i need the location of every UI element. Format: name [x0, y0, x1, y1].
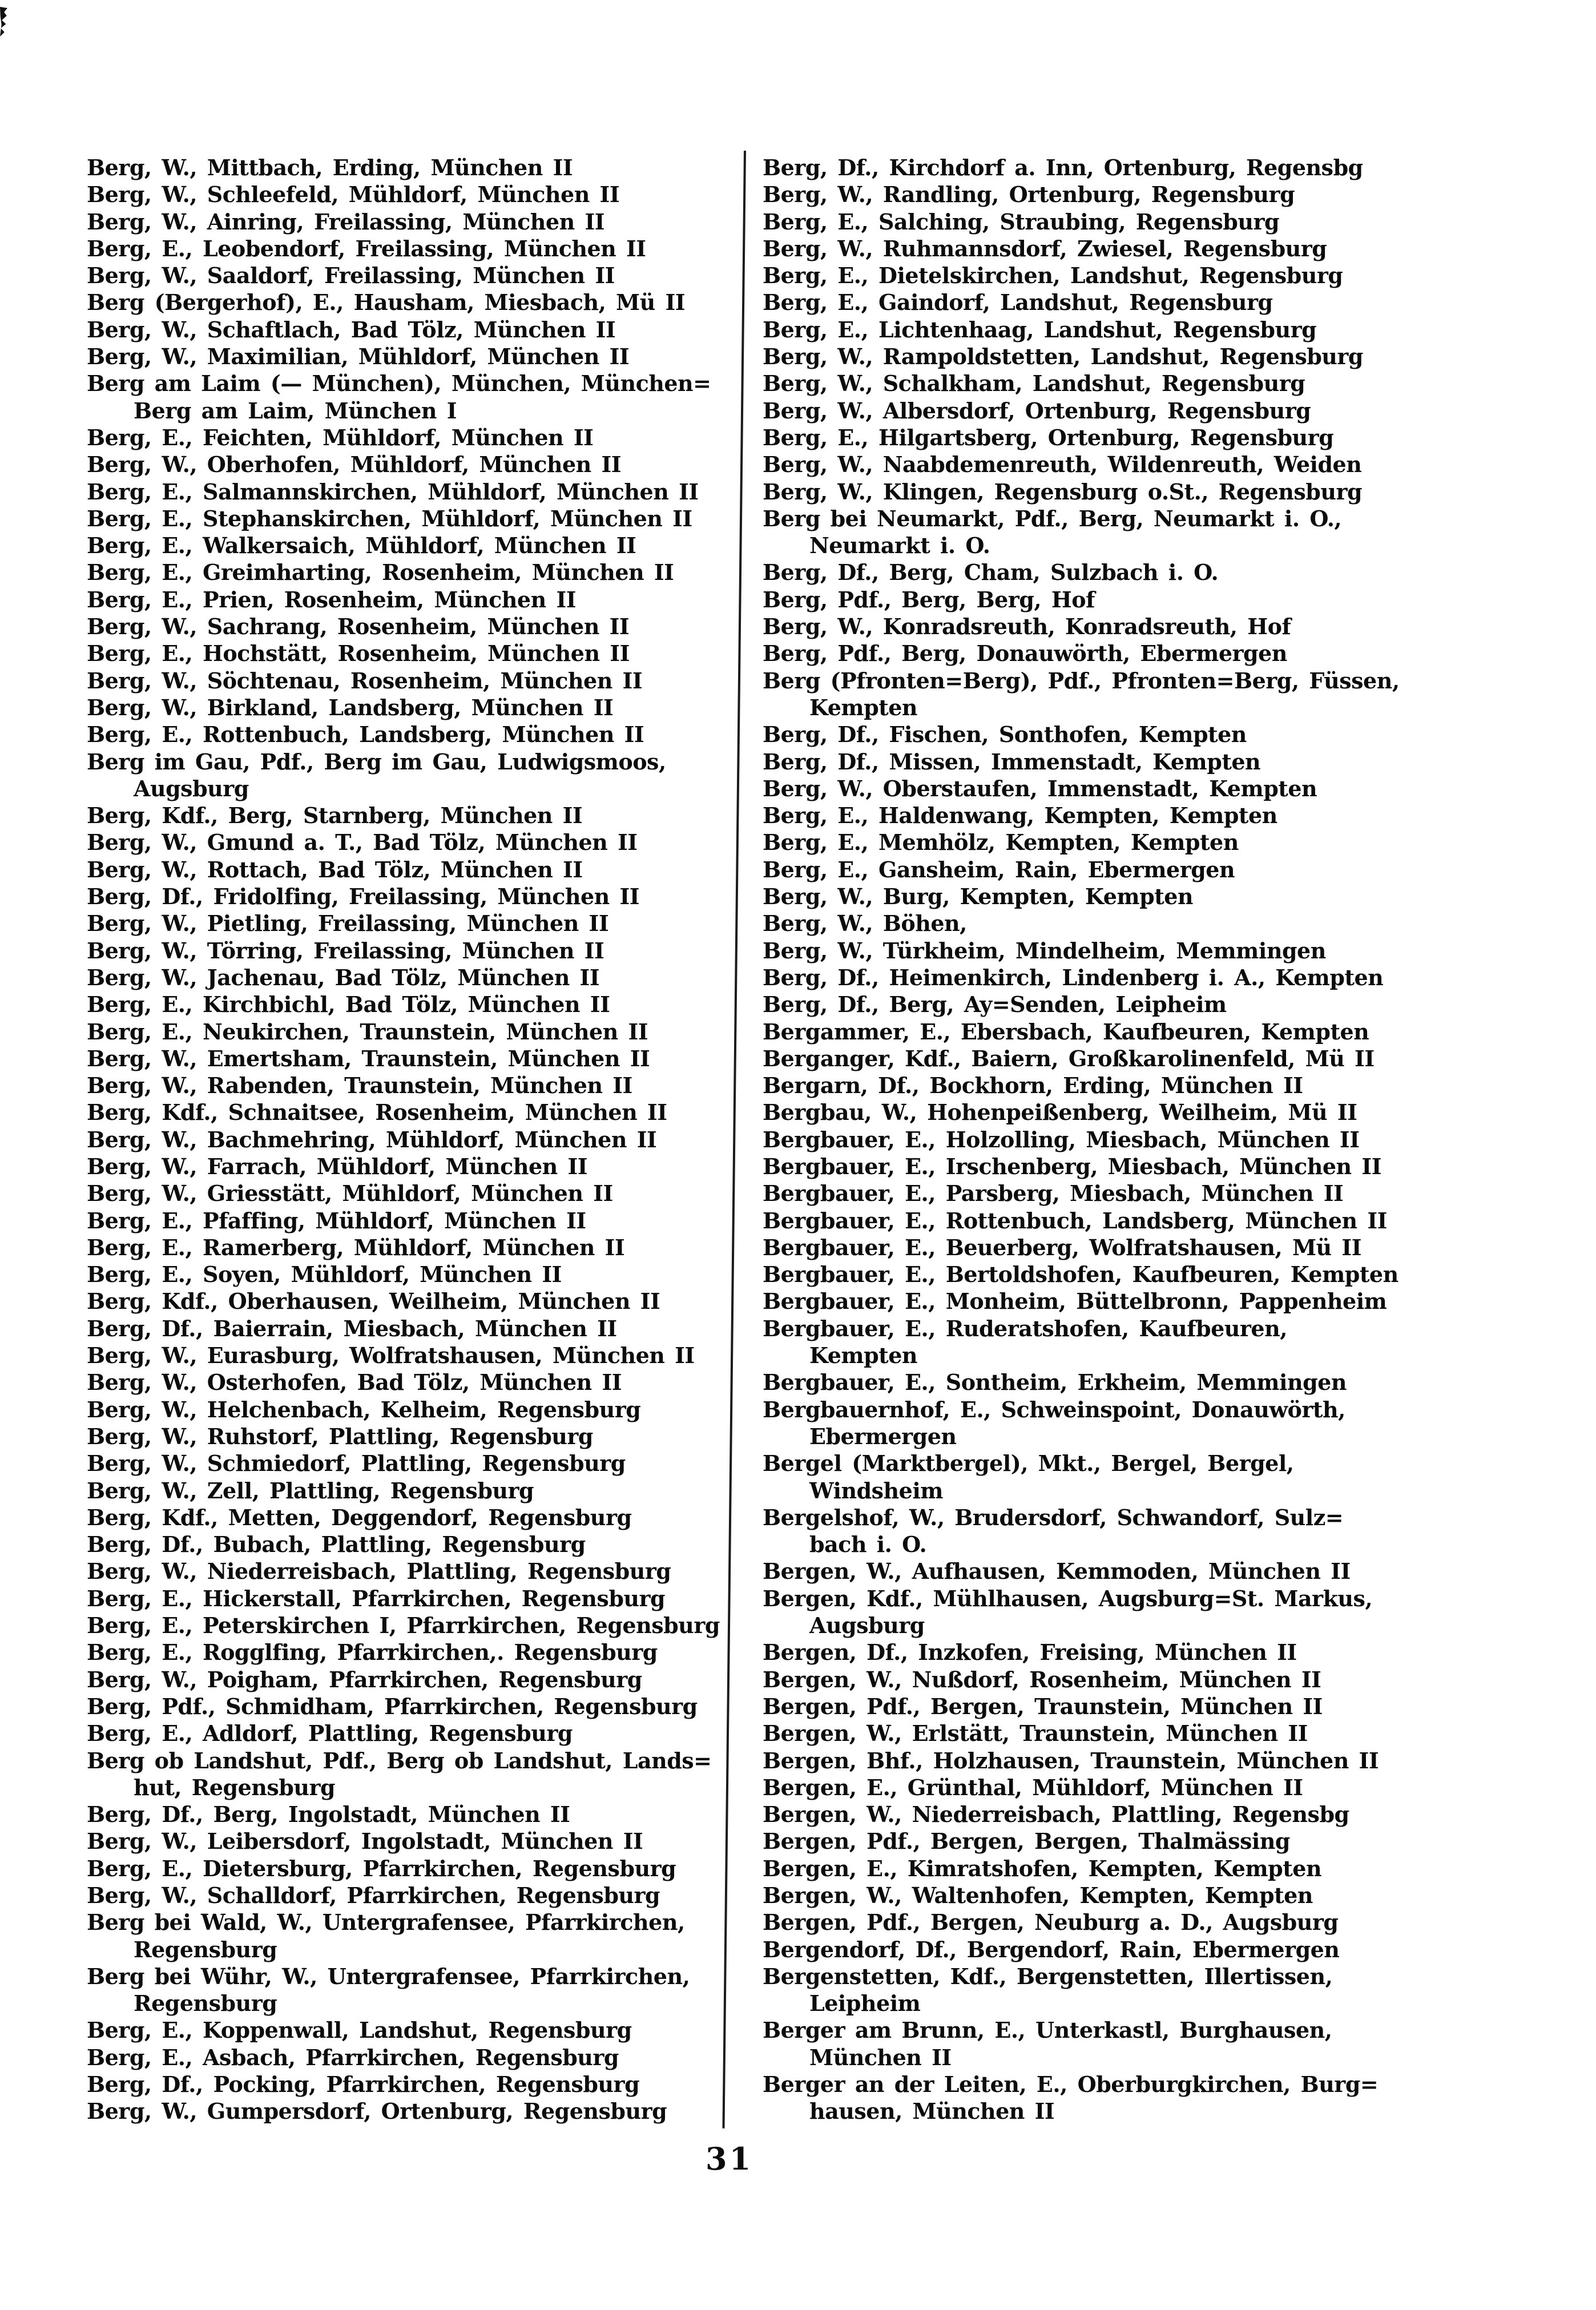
entry-line: Berg, Kdf., Metten, Deggendorf, Regensburg — [87, 1504, 632, 1530]
entry-line: Berg, E., Stephanskirchen, Mühldorf, München II — [87, 505, 692, 531]
entry-line: Berg, W., Oberhofen, Mühldorf, München II — [87, 451, 622, 478]
entry-line: Berg bei Neumarkt, Pdf., Berg, Neumarkt i. O., — [763, 505, 1342, 531]
entry-line: Bergel (Marktbergel), Mkt., Bergel, Bergel, — [763, 1450, 1294, 1477]
entry-line: Berg, E., Gaindorf, Landshut, Regensburg — [763, 289, 1273, 316]
entry-line: Berg, Df., Berg, Ingolstadt, München II — [87, 1801, 570, 1828]
entry-line: Berg, W., Rottach, Bad Tölz, München II — [87, 856, 583, 882]
entry-line: Berg, W., Oberstaufen, Immenstadt, Kempten — [763, 775, 1317, 801]
entry-continuation-line: Leipheim — [809, 1990, 921, 2017]
entry-line: Berg, Df., Bubach, Plattling, Regensburg — [87, 1531, 586, 1558]
entry-line: Berg, E., Hochstätt, Rosenheim, München II — [87, 640, 630, 667]
entry-line: Berg, W., Mittbach, Erding, München II — [87, 155, 573, 180]
entry-continuation-line: Augsburg — [809, 1612, 925, 1639]
entry-line: Berg, E., Ramerberg, Mühldorf, München II — [87, 1234, 625, 1260]
entry-line: Berg ob Landshut, Pdf., Berg ob Landshut, Lands= — [87, 1747, 712, 1773]
entry-line: Berg, E., Leobendorf, Freilassing, München II — [87, 235, 646, 261]
entry-continuation-line: Ebermergen — [809, 1423, 957, 1449]
entry-line: Berg, Df., Berg, Cham, Sulzbach i. O. — [763, 559, 1219, 586]
entry-line: Berg, W., Emertsham, Traunstein, München II — [87, 1045, 650, 1071]
entry-line: Berg, Df., Berg, Ay=Senden, Leipheim — [763, 991, 1227, 1018]
entry-line: Berg, E., Asbach, Pfarrkirchen, Regensburg — [87, 2044, 619, 2070]
entry-line: Berg, E., Kirchbichl, Bad Tölz, München II — [87, 991, 610, 1018]
entry-line: Berg, E., Dietersburg, Pfarrkirchen, Regensburg — [87, 1855, 676, 1881]
entry-line: Berg, W., Schalldorf, Pfarrkirchen, Regensburg — [87, 1882, 660, 1908]
entry-line: Berg, Pdf., Schmidham, Pfarrkirchen, Regensburg — [87, 1693, 698, 1719]
entry-line: Bergbauer, E., Holzolling, Miesbach, München II — [763, 1126, 1360, 1152]
entry-line: Bergen, Pdf., Bergen, Neuburg a. D., Augsburg — [763, 1909, 1339, 1936]
entry-line: Berg, E., Rottenbuch, Landsberg, München II — [87, 721, 644, 748]
entry-line: Berg, W., Birkland, Landsberg, München II — [87, 694, 614, 720]
entry-line: Berg, E., Salmannskirchen, Mühldorf, München II — [87, 478, 699, 505]
entry-line: Berg, W., Naabdemenreuth, Wildenreuth, Weiden — [763, 451, 1362, 478]
entry-line: Berg, W., Schmiedorf, Plattling, Regensburg — [87, 1450, 626, 1477]
entry-line: Berg, W., Konradsreuth, Konradsreuth, Hof — [763, 614, 1291, 640]
entry-line: Bergbauer, E., Parsberg, Miesbach, München II — [763, 1180, 1344, 1207]
entry-line: Berg, E., Greimharting, Rosenheim, München II — [87, 559, 674, 586]
entry-line: Berg, E., Prien, Rosenheim, München II — [87, 586, 576, 612]
entry-line: Berganger, Kdf., Baiern, Großkarolinenfeld, Mü II — [763, 1045, 1375, 1071]
scan-ink-artifact — [0, 7, 7, 37]
entry-line: Berg, E., Adldorf, Plattling, Regensburg — [87, 1720, 573, 1747]
entry-line: Bergen, Bhf., Holzhausen, Traunstein, München II — [763, 1747, 1379, 1773]
entry-line: Berg, W., Maximilian, Mühldorf, München II — [87, 344, 630, 370]
entry-line: Berg, E., Pfaffing, Mühldorf, München II — [87, 1207, 586, 1233]
entry-line: Berg, W., Schaftlach, Bad Tölz, München II — [87, 316, 616, 342]
entry-line: Berg, W., Griesstätt, Mühldorf, München II — [87, 1180, 613, 1207]
entry-continuation-line: Regensburg — [134, 1936, 277, 1962]
entry-line: Berg, Kdf., Berg, Starnberg, München II — [87, 803, 583, 829]
entry-line: Berg, E., Rogglfing, Pfarrkirchen,. Regensburg — [87, 1639, 658, 1666]
entry-line: Berg, E., Peterskirchen I, Pfarrkirchen, Regensburg — [87, 1612, 720, 1639]
entry-line: Berg, W., Zell, Plattling, Regensburg — [87, 1477, 534, 1503]
entry-line: Berg bei Wald, W., Untergrafensee, Pfarrkirchen, — [87, 1909, 685, 1936]
entry-line: Berg, W., Ainring, Freilassing, München II — [87, 208, 605, 235]
entry-line: Berg, E., Hickerstall, Pfarrkirchen, Regensburg — [87, 1585, 666, 1611]
entry-line: Bergbauer, E., Irschenberg, Miesbach, München II — [763, 1153, 1381, 1179]
entry-line: Bergenstetten, Kdf., Bergenstetten, Illertissen, — [763, 1963, 1333, 1989]
entry-line: Berg, W., Schleefeld, Mühldorf, München II — [87, 182, 620, 208]
entry-line: Berg, W., Albersdorf, Ortenburg, Regensburg — [763, 397, 1311, 424]
entry-line: Berg, E., Neukirchen, Traunstein, München II — [87, 1018, 648, 1045]
entry-line: Berg, E., Gansheim, Rain, Ebermergen — [763, 856, 1235, 882]
entry-line: Berg, W., Sachrang, Rosenheim, München II — [87, 614, 630, 640]
entry-continuation-line: Windsheim — [809, 1477, 943, 1503]
entry-line: Berg, W., Jachenau, Bad Tölz, München II — [87, 964, 600, 990]
entry-line: Berg, W., Helchenbach, Kelheim, Regensburg — [87, 1396, 641, 1422]
entry-line: Bergen, W., Nußdorf, Rosenheim, München II — [763, 1666, 1321, 1692]
entry-line: Berg, E., Lichtenhaag, Landshut, Regensburg — [763, 316, 1317, 342]
entry-continuation-line: München II — [809, 2044, 952, 2070]
entry-line: Bergbauer, E., Ruderatshofen, Kaufbeuren, — [763, 1315, 1287, 1341]
entry-continuation-line: Kempten — [809, 1343, 918, 1369]
entry-line: Berg, Df., Baierrain, Miesbach, München II — [87, 1315, 617, 1341]
entry-line: Berg, W., Poigham, Pfarrkirchen, Regensburg — [87, 1666, 642, 1692]
entry-line: Berg, W., Saaldorf, Freilassing, München II — [87, 263, 615, 289]
left-text-column — [87, 154, 743, 2125]
entry-line: Bergen, E., Grünthal, Mühldorf, München II — [763, 1774, 1303, 1800]
entry-line: Berg, E., Haldenwang, Kempten, Kempten — [763, 803, 1277, 829]
entry-line: Berg, Kdf., Oberhausen, Weilheim, München II — [87, 1288, 660, 1315]
entry-line: Bergen, W., Aufhausen, Kemmoden, München II — [763, 1558, 1351, 1585]
entry-line: Bergelshof, W., Brudersdorf, Schwandorf, Sulz= — [763, 1504, 1344, 1530]
entry-line: Bergen, Kdf., Mühlhausen, Augsburg=St. Markus, — [763, 1585, 1373, 1611]
entry-line: Berg, E., Hilgartsberg, Ortenburg, Regensburg — [763, 424, 1334, 450]
entry-line: Berg, W., Gmund a. T., Bad Tölz, München II — [87, 829, 638, 856]
entry-line: Berg, Pdf., Berg, Donauwörth, Ebermergen — [763, 640, 1287, 667]
entry-line: Berg, Df., Fischen, Sonthofen, Kempten — [763, 721, 1247, 748]
entry-line: Bergen, Pdf., Bergen, Traunstein, München II — [763, 1693, 1323, 1719]
entry-line: Bergbau, W., Hohenpeißenberg, Weilheim, Mü II — [763, 1099, 1357, 1126]
entry-line: Berg, Df., Heimenkirch, Lindenberg i. A., Kempten — [763, 964, 1384, 990]
entry-line: Bergbauer, E., Sontheim, Erkheim, Memmingen — [763, 1369, 1347, 1396]
entry-line: Bergbauer, E., Rottenbuch, Landsberg, München II — [763, 1207, 1387, 1233]
entry-line: Berg, W., Randling, Ortenburg, Regensburg — [763, 182, 1295, 208]
entry-line: Berg, W., Türkheim, Mindelheim, Memmingen — [763, 937, 1326, 963]
entry-line: Berg bei Wühr, W., Untergrafensee, Pfarrkirchen, — [87, 1963, 690, 1989]
entry-line: Berg (Bergerhof), E., Hausham, Miesbach, Mü II — [87, 289, 686, 316]
entry-line: Bergbauer, E., Monheim, Büttelbronn, Pappenheim — [763, 1288, 1387, 1315]
entry-line: Berg, W., Böhen, — [763, 910, 967, 937]
entry-line: Bergen, W., Niederreisbach, Plattling, Regensbg — [763, 1801, 1349, 1828]
entry-line: Berg, W., Klingen, Regensburg o.St., Regensburg — [763, 478, 1363, 505]
entry-line: Berg (Pfronten=Berg), Pdf., Pfronten=Berg, Füssen, — [763, 667, 1400, 694]
entry-line: Berg, W., Leibersdorf, Ingolstadt, München II — [87, 1828, 643, 1855]
entry-line: Berg, W., Niederreisbach, Plattling, Regensburg — [87, 1558, 671, 1585]
entry-continuation-line: hut, Regensburg — [134, 1774, 336, 1800]
entry-line: Bergarn, Df., Bockhorn, Erding, München II — [763, 1073, 1303, 1099]
entry-line: Berg, W., Gumpersdorf, Ortenburg, Regensburg — [87, 2098, 667, 2124]
entry-continuation-line: Augsburg — [134, 775, 249, 801]
entry-line: Berg, Df., Kirchdorf a. Inn, Ortenburg, Regensbg — [763, 155, 1363, 180]
entry-line: Bergbauer, E., Beuerberg, Wolfratshausen, Mü II — [763, 1234, 1361, 1260]
entry-line: Bergbauer, E., Bertoldshofen, Kaufbeuren, Kempten — [763, 1261, 1398, 1288]
entry-line: Berg, Df., Fridolfing, Freilassing, München II — [87, 884, 640, 910]
entry-continuation-line: bach i. O. — [809, 1531, 927, 1558]
entry-line: Bergen, W., Waltenhofen, Kempten, Kempten — [763, 1882, 1313, 1908]
entry-line: Berg, E., Dietelskirchen, Landshut, Regensburg — [763, 263, 1343, 289]
entry-line: Berg, W., Ruhmannsdorf, Zwiesel, Regensburg — [763, 235, 1327, 261]
entry-line: Berg, W., Rampoldstetten, Landshut, Regensburg — [763, 344, 1364, 370]
entry-line: Berg, E., Walkersaich, Mühldorf, München II — [87, 533, 636, 559]
entry-line: Berg, E., Memhölz, Kempten, Kempten — [763, 829, 1239, 856]
entry-line: Bergammer, E., Ebersbach, Kaufbeuren, Kempten — [763, 1018, 1369, 1045]
entry-line: Berg, W., Törring, Freilassing, München II — [87, 937, 604, 963]
entry-line: Bergendorf, Df., Bergendorf, Rain, Ebermergen — [763, 1936, 1340, 1962]
entry-line: Bergbauernhof, E., Schweinspoint, Donauwörth, — [763, 1396, 1345, 1422]
entry-line: Berg am Laim (— München), München, München= — [87, 370, 711, 397]
page-number: 31 — [706, 2140, 753, 2177]
entry-continuation-line: Neumarkt i. O. — [809, 533, 990, 559]
entry-line: Berg, W., Osterhofen, Bad Tölz, München II — [87, 1369, 622, 1396]
entry-continuation-line: hausen, München II — [809, 2098, 1055, 2124]
entry-line: Berger an der Leiten, E., Oberburgkirchen, Burg= — [763, 2071, 1379, 2098]
entry-line: Berg, E., Feichten, Mühldorf, München II — [87, 424, 594, 450]
entry-line: Berg, E., Salching, Straubing, Regensburg — [763, 208, 1280, 235]
entry-line: Berg, Pdf., Berg, Berg, Hof — [763, 586, 1095, 612]
entry-line: Berg, W., Farrach, Mühldorf, München II — [87, 1153, 588, 1179]
entry-line: Bergen, Pdf., Bergen, Bergen, Thalmässing — [763, 1828, 1290, 1855]
entry-line: Berg, E., Koppenwall, Landshut, Regensburg — [87, 2017, 632, 2043]
entry-line: Berg, W., Rabenden, Traunstein, München II — [87, 1073, 632, 1099]
entry-line: Berg, W., Burg, Kempten, Kempten — [763, 884, 1194, 910]
entry-line: Bergen, Df., Inzkofen, Freising, München II — [763, 1639, 1297, 1666]
entry-line: Berger am Brunn, E., Unterkastl, Burghausen, — [763, 2017, 1332, 2043]
entry-line: Berg, W., Söchtenau, Rosenheim, München II — [87, 667, 643, 694]
entry-line: Berg, W., Bachmehring, Mühldorf, München II — [87, 1126, 657, 1152]
entry-continuation-line: Kempten — [809, 694, 918, 720]
right-text-column — [763, 154, 1424, 2125]
entry-line: Berg, W., Pietling, Freilassing, München II — [87, 910, 609, 937]
entry-line: Berg, Df., Missen, Immenstadt, Kempten — [763, 748, 1261, 775]
entry-line: Berg, Kdf., Schnaitsee, Rosenheim, München II — [87, 1099, 667, 1126]
entry-continuation-line: Regensburg — [134, 1990, 277, 2017]
entry-line: Berg, W., Eurasburg, Wolfratshausen, München II — [87, 1343, 695, 1369]
entry-line: Berg, Df., Pocking, Pfarrkirchen, Regensburg — [87, 2071, 640, 2098]
entry-line: Bergen, E., Kimratshofen, Kempten, Kempten — [763, 1855, 1322, 1881]
entry-line: Bergen, W., Erlstätt, Traunstein, München II — [763, 1720, 1308, 1747]
entry-line: Berg, W., Schalkham, Landshut, Regensburg — [763, 370, 1305, 397]
entry-continuation-line: Berg am Laim, München I — [134, 397, 457, 424]
entry-line: Berg, W., Ruhstorf, Plattling, Regensburg — [87, 1423, 593, 1449]
entry-line: Berg im Gau, Pdf., Berg im Gau, Ludwigsmoos, — [87, 748, 666, 775]
entry-line: Berg, E., Soyen, Mühldorf, München II — [87, 1261, 562, 1288]
